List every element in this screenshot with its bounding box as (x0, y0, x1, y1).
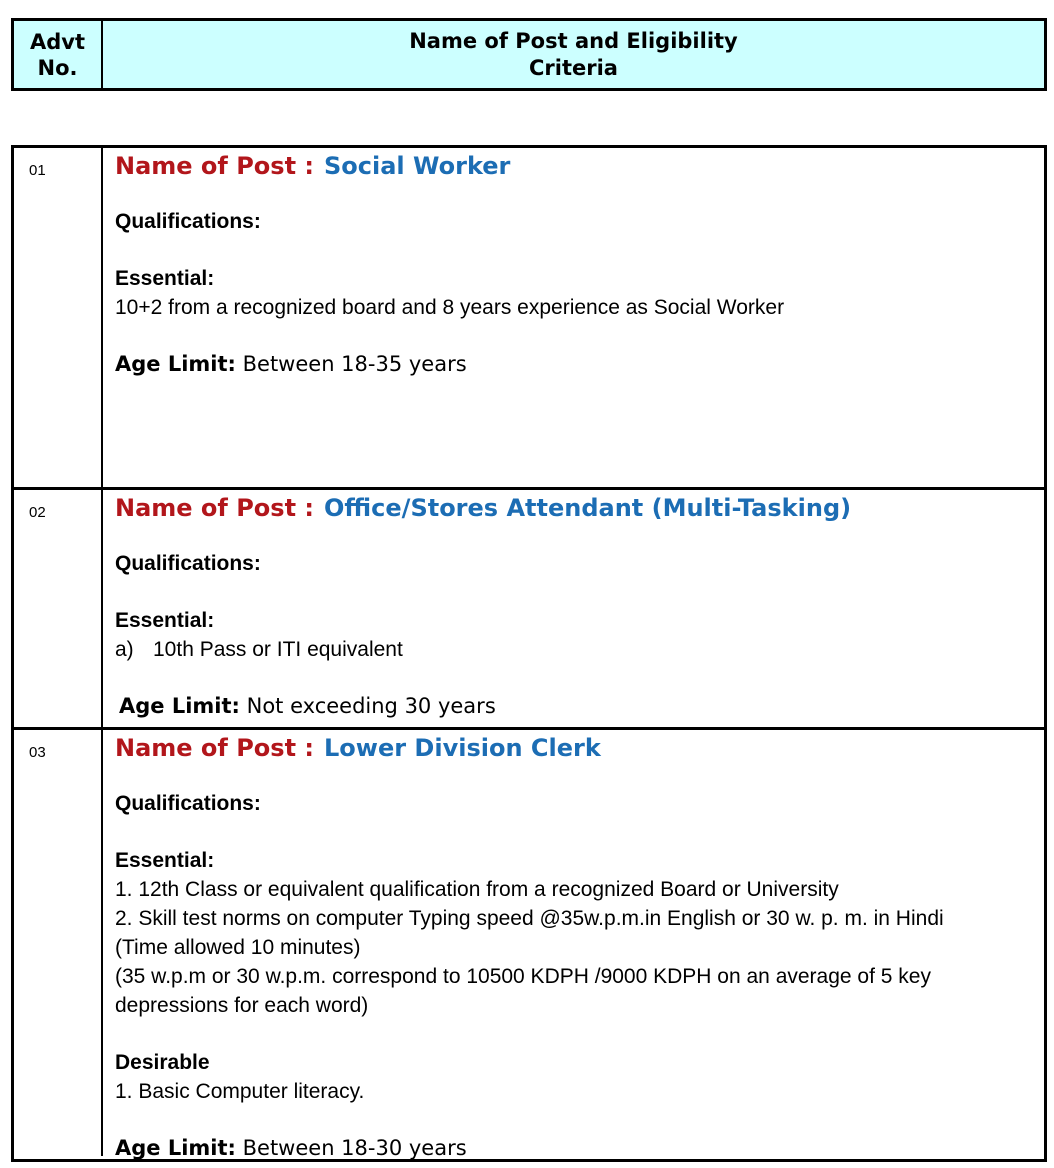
post-title-label: Name of Post : (115, 734, 314, 762)
age-limit-value: Not exceeding 30 years (246, 694, 496, 718)
post-details (103, 730, 1044, 1160)
age-limit (115, 1134, 1034, 1163)
desirable-label: Desirable (115, 1051, 210, 1074)
post-row-01 (14, 148, 1044, 490)
header-name-line2: Criteria (529, 55, 618, 80)
essential-item (115, 635, 1034, 664)
header-table (11, 18, 1047, 91)
essential-line: (35 w.p.m or 30 w.p.m. correspond to 10500 KDPH /9000 KDPH on an average of 5 key (115, 965, 931, 988)
essential-label: Essential: (115, 609, 215, 632)
age-limit (115, 350, 1034, 379)
essential-line: 2. Skill test norms on computer Typing speed @35w.p.m.in English or 30 w. p. m. in Hindi (115, 907, 944, 930)
age-limit-label: Age Limit: (115, 1136, 236, 1160)
post-title-label: Name of Post : (115, 494, 314, 522)
age-limit-label: Age Limit: (115, 352, 236, 376)
header-name-line1: Name of Post and Eligibility (409, 28, 738, 53)
post-row-03 (14, 730, 1044, 1160)
post-title (115, 733, 1034, 763)
qualifications-label: Qualifications: (115, 552, 261, 575)
advt-no-cell: 03 (14, 730, 103, 1156)
post-title-value: Lower Division Clerk (324, 734, 601, 762)
essential-label: Essential: (115, 267, 215, 290)
essential-item-text: 10th Pass or ITI equivalent (153, 638, 403, 661)
essential-line: (Time allowed 10 minutes) (115, 936, 361, 959)
essential-line: 10+2 from a recognized board and 8 years experience as Social Worker (115, 296, 785, 319)
desirable-line: 1. Basic Computer literacy. (115, 1080, 365, 1103)
age-limit (115, 692, 1034, 721)
advt-no-cell: 02 (14, 490, 103, 727)
post-title (115, 151, 1034, 181)
essential-item-marker: a) (115, 638, 134, 661)
advt-no-cell: 01 (14, 148, 103, 487)
header-name-of-post (103, 21, 1044, 88)
header-advt-no (14, 21, 103, 88)
header-advt-line1: Advt (29, 29, 85, 54)
post-title (115, 493, 1034, 523)
essential-label: Essential: (115, 849, 215, 872)
header-advt-line2: No. (37, 55, 78, 80)
post-title-value: Office/Stores Attendant (Multi-Tasking) (324, 494, 852, 522)
essential-line: depressions for each word) (115, 994, 369, 1017)
essential-line: 1. 12th Class or equivalent qualification from a recognized Board or University (115, 878, 839, 901)
qualifications-label: Qualifications: (115, 792, 261, 815)
post-row-02 (14, 490, 1044, 730)
posts-table (11, 145, 1047, 1162)
age-limit-value: Between 18-30 years (242, 1136, 467, 1160)
age-limit-label: Age Limit: (119, 694, 240, 718)
post-title-value: Social Worker (324, 152, 511, 180)
post-title-label: Name of Post : (115, 152, 314, 180)
post-details (103, 490, 1044, 727)
qualifications-label: Qualifications: (115, 210, 261, 233)
age-limit-value: Between 18-35 years (242, 352, 467, 376)
post-details (103, 148, 1044, 487)
